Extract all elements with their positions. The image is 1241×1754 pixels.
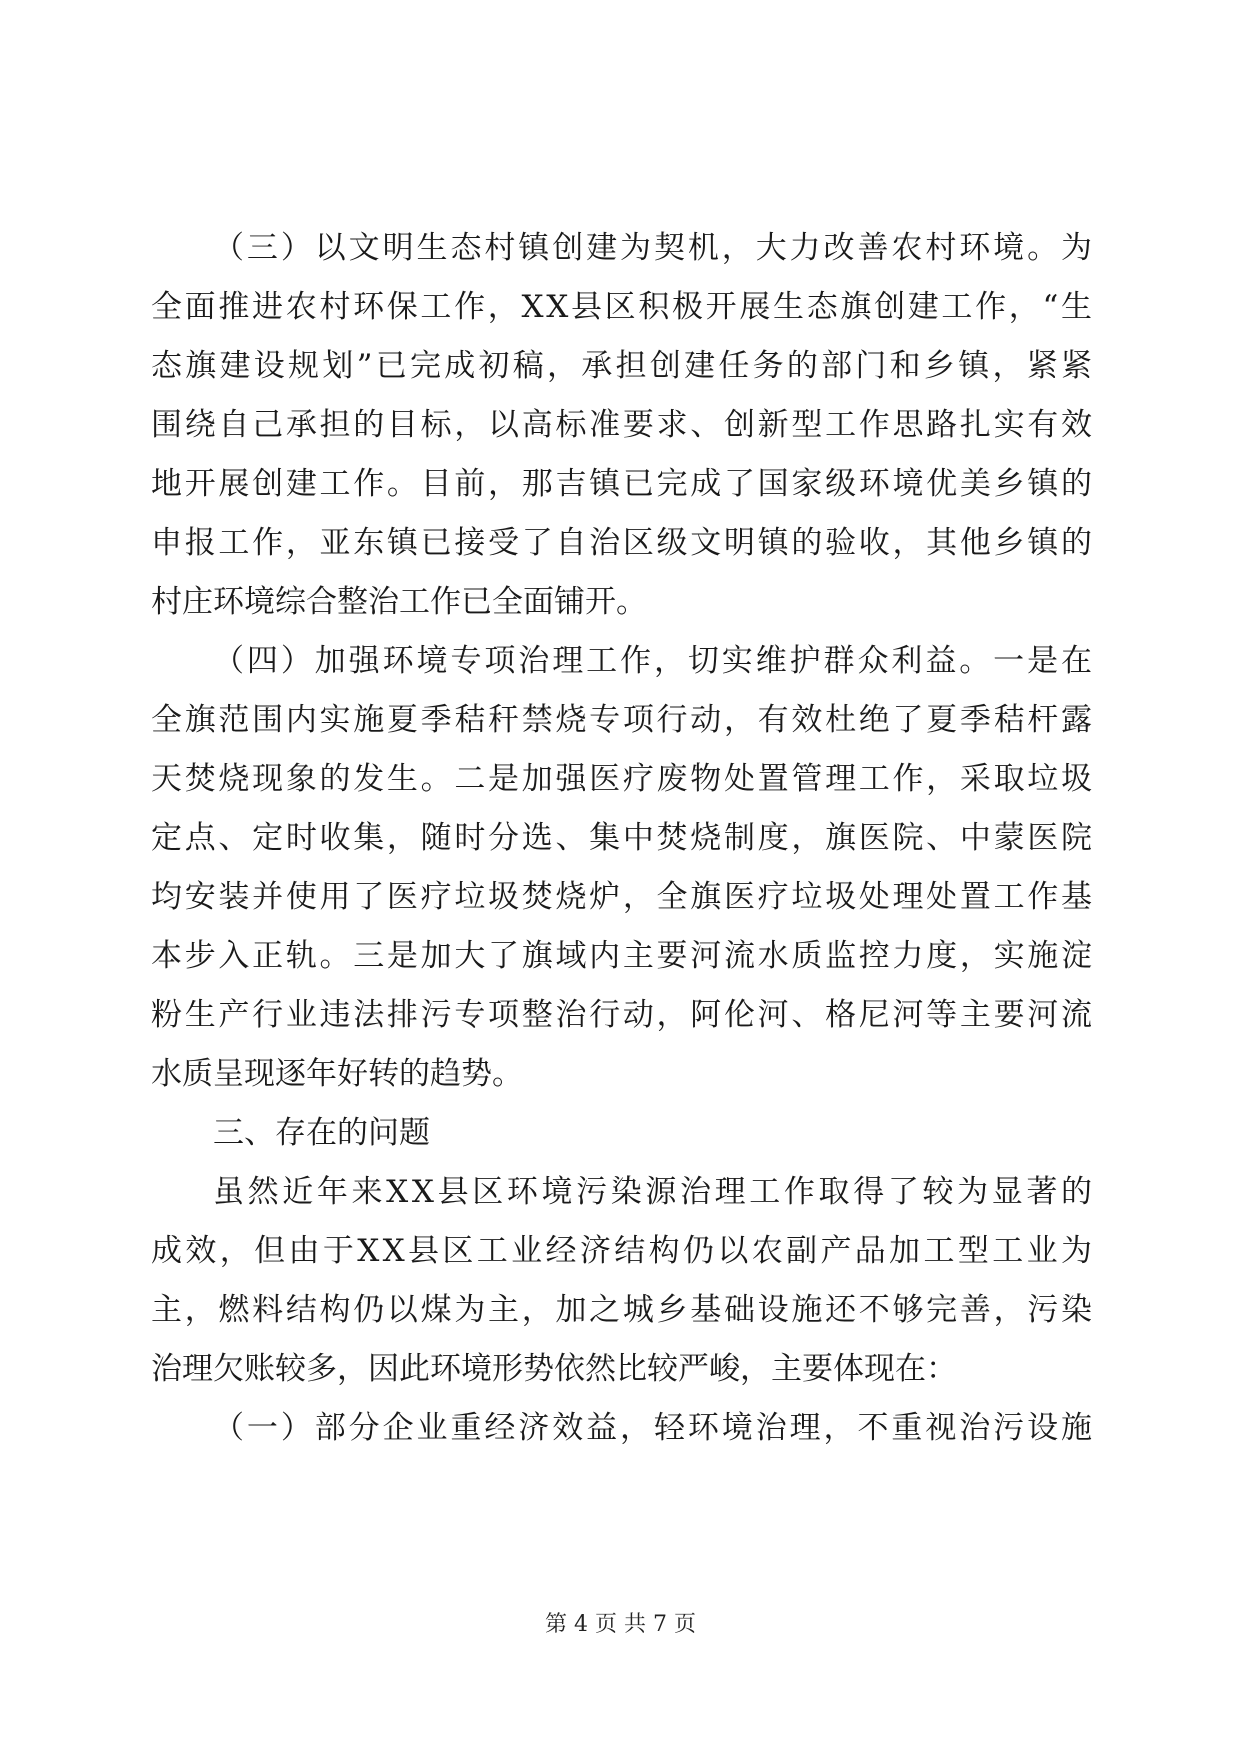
text-line-3-content: 态旗建设规划”已完成初稿，承担创建任务的部门和乡镇，紧紧 — [151, 348, 1096, 384]
text-line-7-content: 村庄环境综合整治工作已全面铺开。 — [151, 584, 647, 620]
text-line-2-content: 全面推进农村环保工作，XX县区积极开展生态旗创建工作，“生 — [151, 289, 1095, 325]
text-line-13-content: 本步入正轨。三是加大了旗域内主要河流水质监控力度，实施淀 — [151, 938, 1095, 974]
text-line-14-content: 粉生产行业违法排污专项整治行动，阿伦河、格尼河等主要河流 — [151, 997, 1095, 1033]
text-line-17-content: 虽然近年来XX县区环境污染源治理工作取得了较为显著的 — [213, 1174, 1096, 1210]
page-number-footer: 第 4 页 共 7 页 — [545, 1612, 696, 1637]
text-line-4-content: 围绕自己承担的目标，以高标准要求、创新型工作思路扎实有效 — [151, 407, 1095, 443]
section-heading-content: 三、存在的问题 — [213, 1115, 430, 1151]
text-line-15-content: 水质呈现逐年好转的趋势。 — [151, 1056, 523, 1092]
text-line-19-content: 主，燃料结构仍以煤为主，加之城乡基础设施还不够完善，污染 — [151, 1292, 1095, 1328]
text-line-10-content: 天焚烧现象的发生。二是加强医疗废物处置管理工作，采取垃圾 — [151, 761, 1095, 797]
text-line-21-content: （一）部分企业重经济效益，轻环境治理，不重视治污设施 — [213, 1410, 1095, 1446]
text-line-5-content: 地开展创建工作。目前，那吉镇已完成了国家级环境优美乡镇的 — [151, 466, 1095, 502]
text-line-1-content: （三）以文明生态村镇创建为契机，大力改善农村环境。为 — [213, 230, 1095, 266]
text-line-12-content: 均安装并使用了医疗垃圾焚烧炉，全旗医疗垃圾处理处置工作基 — [151, 879, 1095, 915]
text-line-8-content: （四）加强环境专项治理工作，切实维护群众利益。一是在 — [213, 643, 1095, 679]
text-line-6-content: 申报工作，亚东镇已接受了自治区级文明镇的验收，其他乡镇的 — [151, 525, 1095, 561]
text-line-9-content: 全旗范围内实施夏季秸秆禁烧专项行动，有效杜绝了夏季秸杆露 — [151, 702, 1095, 738]
text-line-11-content: 定点、定时收集，随时分选、集中焚烧制度，旗医院、中蒙医院 — [151, 820, 1095, 856]
text-line-18-content: 成效，但由于XX县区工业经济结构仍以农副产品加工型工业为 — [151, 1233, 1096, 1269]
text-line-20-content: 治理欠账较多，因此环境形势依然比较严峻，主要体现在： — [151, 1351, 957, 1387]
